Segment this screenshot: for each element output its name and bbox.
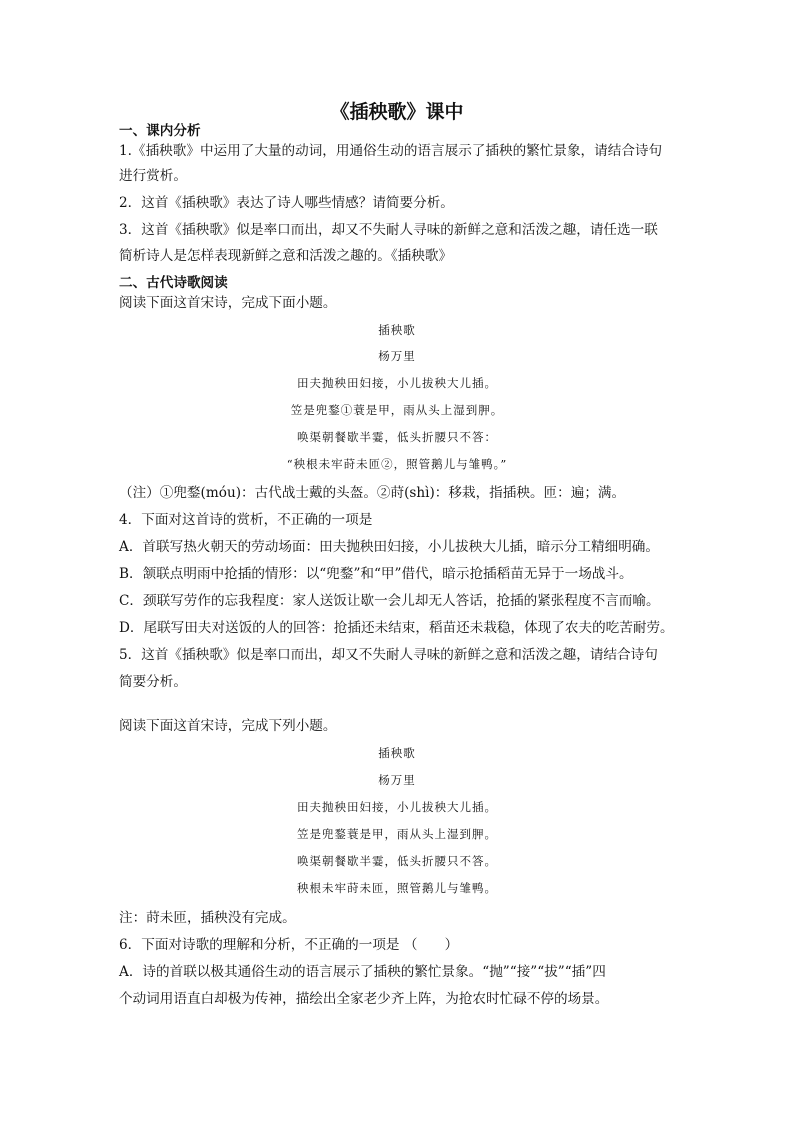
poem2-line: 唤渠朝餐歇半霎，低头折腰只不答。 bbox=[297, 854, 497, 868]
question-1-continued: 进行赏析。 bbox=[119, 168, 187, 184]
poem-line: 田夫抛秧田妇接，小儿拔秧大儿插。 bbox=[297, 376, 497, 390]
question-2: 2．这首《插秧歌》表达了诗人哪些情感？请简要分析。 bbox=[119, 195, 454, 211]
question-5: 5．这首《插秧歌》似是率口而出，却又不失耐人寻味的新鲜之意和活泼之趣，请结合诗句 bbox=[119, 647, 658, 663]
option-b: B．颔联点明雨中抢插的情形：以“兜鍪”和“甲”借代，暗示抢插稻苗无异于一场战斗。 bbox=[119, 566, 633, 582]
poem2-line: 田夫抛秧田妇接，小儿拔秧大儿插。 bbox=[297, 800, 497, 814]
section2-heading: 二、古代诗歌阅读 bbox=[119, 275, 228, 291]
poem2-line: 秧根未牢莳未匝，照管鹅儿与雏鸭。 bbox=[297, 881, 497, 895]
poem-note: （注）①兜鍪(móu)：古代战士戴的头盔。②莳(shì)：移栽，指插秧。匝：遍；满。 bbox=[119, 485, 626, 501]
page-title: 《插秧歌》课中 bbox=[330, 101, 464, 123]
question-3: 3．这首《插秧歌》似是率口而出，却又不失耐人寻味的新鲜之意和活泼之趣，请任选一联 bbox=[119, 222, 658, 238]
question-6: 6．下面对诗歌的理解和分析，不正确的一项是 （ ） bbox=[119, 937, 459, 953]
option-d: D．尾联写田夫对送饭的人的回答：抢插还未结束，稻苗还未栽稳，体现了农夫的吃苦耐劳。 bbox=[119, 620, 674, 636]
poem-author: 杨万里 bbox=[378, 349, 416, 363]
poem2-line: 笠是兜鍪蓑是甲，雨从头上湿到胛。 bbox=[297, 827, 497, 841]
question-3-continued: 简析诗人是怎样表现新鲜之意和活泼之趣的。《插秧歌》 bbox=[119, 248, 453, 264]
option-a: A．首联写热火朝天的劳动场面：田夫抛秧田妇接，小儿拔秧大儿插，暗示分工精细明确。 bbox=[119, 539, 659, 555]
option-c: C．颈联写劳作的忘我程度：家人送饭让歇一会儿却无人答话，抢插的紧张程度不言而喻。 bbox=[119, 593, 660, 609]
poem-line: 笠是兜鍪①蓑是甲，雨从头上湿到胛。 bbox=[290, 403, 504, 417]
poem2-note: 注：莳未匝，插秧没有完成。 bbox=[119, 910, 296, 926]
question-4: 4．下面对这首诗的赏析，不正确的一项是 bbox=[119, 512, 373, 528]
reading-intro-2: 阅读下面这首宋诗，完成下列小题。 bbox=[119, 718, 337, 734]
question-5-continued: 简要分析。 bbox=[119, 674, 187, 690]
section1-heading: 一、课内分析 bbox=[119, 123, 201, 139]
question-1: 1.《插秧歌》中运用了大量的动词，用通俗生动的语言展示了插秧的繁忙景象，请结合诗句 bbox=[119, 143, 663, 159]
poem2-title: 插秧歌 bbox=[378, 746, 416, 760]
reading-intro: 阅读下面这首宋诗，完成下面小题。 bbox=[119, 295, 337, 311]
q6-option-a-continued: 个动词用语直白却极为传神，描绘出全家老少齐上阵，为抢农时忙碌不停的场景。 bbox=[119, 991, 609, 1007]
poem2-author: 杨万里 bbox=[378, 773, 416, 787]
poem-line: “秧根未牢莳未匝②，照管鹅儿与雏鸭。” bbox=[286, 457, 508, 471]
poem-line: 唤渠朝餐歇半霎，低头折腰只不答： bbox=[297, 430, 497, 444]
poem-title: 插秧歌 bbox=[378, 323, 416, 337]
q6-option-a: A．诗的首联以极其通俗生动的语言展示了插秧的繁忙景象。“抛”“接”“拔”“插”四 bbox=[119, 964, 606, 980]
